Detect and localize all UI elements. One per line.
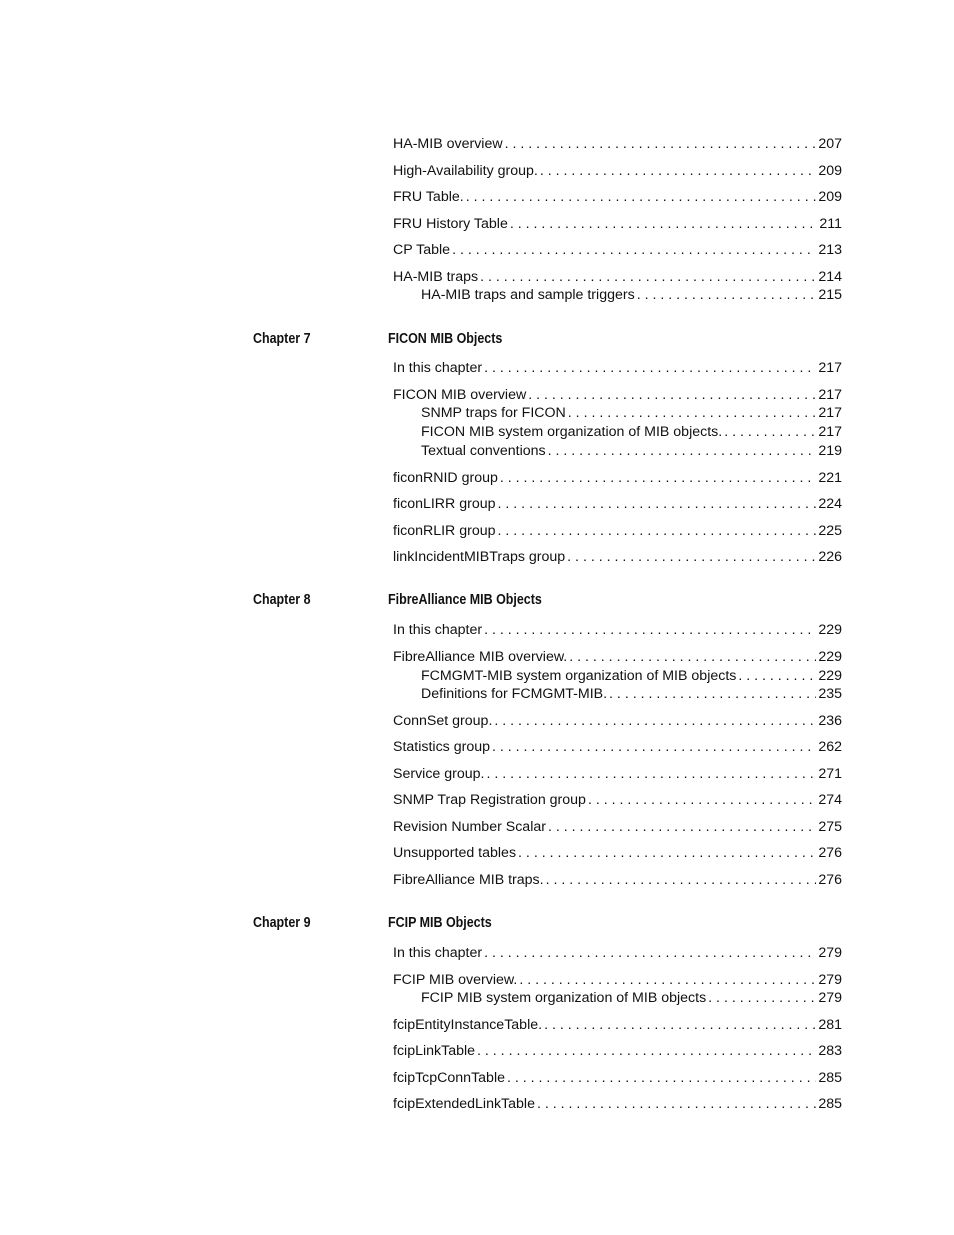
toc-entry-page: 215 bbox=[818, 287, 842, 303]
toc-entry-page: 262 bbox=[818, 739, 842, 755]
chapter-title[interactable]: FCIP MIB Objects bbox=[388, 915, 492, 931]
dot-leader bbox=[588, 791, 816, 809]
dot-leader bbox=[477, 1042, 816, 1060]
chapter-label: Chapter 9 bbox=[253, 915, 311, 931]
toc-entry[interactable] bbox=[393, 469, 842, 487]
dot-leader bbox=[518, 844, 816, 862]
toc-entry[interactable] bbox=[393, 944, 842, 962]
toc-entry-page: 217 bbox=[818, 360, 842, 376]
dot-leader bbox=[546, 871, 817, 889]
dot-leader bbox=[567, 548, 816, 566]
toc-entry-page: 217 bbox=[818, 405, 842, 421]
toc-subentry[interactable] bbox=[421, 286, 842, 304]
toc-entry-page: 229 bbox=[818, 649, 842, 665]
toc-entry-page: 209 bbox=[818, 189, 842, 205]
toc-entry-page: 224 bbox=[818, 496, 842, 512]
toc-entry[interactable] bbox=[393, 791, 842, 809]
dot-leader bbox=[466, 188, 817, 206]
toc-entry-page: 283 bbox=[818, 1043, 842, 1059]
dot-leader bbox=[708, 989, 816, 1007]
toc-entry-label: Revision Number Scalar bbox=[393, 819, 546, 835]
toc-entry-label: CP Table bbox=[393, 242, 451, 258]
dot-leader bbox=[452, 241, 816, 259]
toc-entry-page: 235 bbox=[818, 686, 842, 702]
dot-leader bbox=[568, 404, 817, 422]
toc-entry-page: 229 bbox=[818, 668, 842, 684]
toc-entry-page: 271 bbox=[818, 766, 842, 782]
toc-entry[interactable] bbox=[393, 1042, 842, 1060]
dot-leader bbox=[484, 359, 816, 377]
toc-entry[interactable] bbox=[393, 215, 842, 233]
toc-entry-page: 229 bbox=[818, 622, 842, 638]
toc-entry-label: HA-MIB overview bbox=[393, 136, 503, 152]
toc-entry-page: 281 bbox=[818, 1017, 842, 1033]
toc-entry-label: FibreAlliance MIB overview. bbox=[393, 649, 568, 665]
toc-entry-label: Definitions for FCMGMT-MIB. bbox=[421, 686, 608, 702]
toc-entry[interactable] bbox=[393, 765, 842, 783]
dot-leader bbox=[480, 268, 816, 286]
toc-entry-label: Statistics group bbox=[393, 739, 490, 755]
toc-entry[interactable] bbox=[393, 188, 842, 206]
toc-entry-page: 226 bbox=[818, 549, 842, 565]
dot-leader bbox=[494, 712, 816, 730]
dot-leader bbox=[724, 423, 816, 441]
toc-entry[interactable] bbox=[393, 712, 842, 730]
toc-entry-page: 225 bbox=[818, 523, 842, 539]
toc-entry-label: ConnSet group. bbox=[393, 713, 493, 729]
toc-entry[interactable] bbox=[393, 871, 842, 889]
dot-leader bbox=[569, 648, 816, 666]
toc-subentry[interactable] bbox=[421, 685, 842, 703]
dot-leader bbox=[637, 286, 817, 304]
toc-entry-page: 219 bbox=[818, 443, 842, 459]
toc-entry-page: 217 bbox=[818, 424, 842, 440]
toc-entry-label: fcipEntityInstanceTable. bbox=[393, 1017, 543, 1033]
toc-entry-label: FRU Table. bbox=[393, 189, 464, 205]
dot-leader bbox=[738, 667, 816, 685]
toc-entry-label: FCIP MIB system organization of MIB objects bbox=[421, 990, 707, 1006]
dot-leader bbox=[492, 738, 816, 756]
toc-entry-label: In this chapter bbox=[393, 360, 483, 376]
dot-leader bbox=[486, 765, 816, 783]
toc-subentry[interactable] bbox=[421, 423, 842, 441]
toc-subentry[interactable] bbox=[421, 667, 842, 685]
dot-leader bbox=[498, 522, 817, 540]
toc-entry-label: FCMGMT-MIB system organization of MIB objects bbox=[421, 668, 737, 684]
toc-entry[interactable] bbox=[393, 548, 842, 566]
dot-leader bbox=[519, 971, 816, 989]
toc-entry-label: In this chapter bbox=[393, 945, 483, 961]
toc-entry[interactable] bbox=[393, 818, 842, 836]
toc-entry-label: linkIncidentMIBTraps group bbox=[393, 549, 566, 565]
toc-entry-label: ficonRNID group bbox=[393, 470, 498, 486]
toc-entry[interactable] bbox=[393, 522, 842, 540]
dot-leader bbox=[510, 215, 818, 233]
toc-entry-label: fcipLinkTable bbox=[393, 1043, 476, 1059]
toc-entry[interactable] bbox=[393, 268, 842, 286]
toc-entry[interactable] bbox=[393, 844, 842, 862]
dot-leader bbox=[484, 944, 816, 962]
dot-leader bbox=[609, 685, 816, 703]
toc-entry-page: 213 bbox=[818, 242, 842, 258]
dot-leader bbox=[507, 1069, 816, 1087]
chapter-label: Chapter 7 bbox=[253, 331, 311, 347]
toc-entry-page: 285 bbox=[818, 1096, 842, 1112]
toc-entry-page: 276 bbox=[818, 872, 842, 888]
dot-leader bbox=[528, 386, 816, 404]
toc-entry-label: In this chapter bbox=[393, 622, 483, 638]
dot-leader bbox=[544, 1016, 816, 1034]
toc-entry-label: HA-MIB traps bbox=[393, 269, 479, 285]
dot-leader bbox=[548, 442, 817, 460]
toc-entry[interactable] bbox=[393, 621, 842, 639]
toc-entry-page: 274 bbox=[818, 792, 842, 808]
toc-entry-page: 276 bbox=[818, 845, 842, 861]
toc-entry-page: 285 bbox=[818, 1070, 842, 1086]
toc-entry[interactable] bbox=[393, 1016, 842, 1034]
toc-entry-page: 217 bbox=[818, 387, 842, 403]
toc-entry-label: FRU History Table bbox=[393, 216, 508, 232]
toc-entry-label: SNMP Trap Registration group bbox=[393, 792, 586, 808]
toc-entry-label: Unsupported tables bbox=[393, 845, 517, 861]
toc-entry-page: 279 bbox=[818, 990, 842, 1006]
chapter-label: Chapter 8 bbox=[253, 592, 311, 608]
toc-subentry[interactable] bbox=[421, 989, 842, 1007]
dot-leader bbox=[537, 1095, 816, 1113]
chapter-title[interactable]: FICON MIB Objects bbox=[388, 331, 503, 347]
toc-entry-page: 279 bbox=[818, 972, 842, 988]
toc-entry-page: 279 bbox=[818, 945, 842, 961]
toc-entry-label: High-Availability group. bbox=[393, 163, 538, 179]
toc-entry-label: FICON MIB system organization of MIB objects. bbox=[421, 424, 723, 440]
toc-entry-label: Textual conventions bbox=[421, 443, 546, 459]
chapter-title[interactable]: FibreAlliance MIB Objects bbox=[388, 592, 542, 608]
toc-entry-label: HA-MIB traps and sample triggers bbox=[421, 287, 635, 303]
toc-entry[interactable] bbox=[393, 648, 842, 666]
dot-leader bbox=[540, 162, 816, 180]
toc-entry-label: ficonLIRR group bbox=[393, 496, 496, 512]
toc-entry-label: FibreAlliance MIB traps. bbox=[393, 872, 544, 888]
dot-leader bbox=[548, 818, 816, 836]
toc-entry-page: 275 bbox=[818, 819, 842, 835]
toc-entry-page: 207 bbox=[818, 136, 842, 152]
toc-entry-label: Service group. bbox=[393, 766, 485, 782]
toc-entry[interactable] bbox=[393, 971, 842, 989]
toc-entry[interactable] bbox=[393, 241, 842, 259]
toc-subentry[interactable] bbox=[421, 404, 842, 422]
toc-entry-page: 209 bbox=[818, 163, 842, 179]
toc-entry[interactable] bbox=[393, 386, 842, 404]
toc-entry-page: 221 bbox=[818, 470, 842, 486]
toc-entry[interactable] bbox=[393, 1069, 842, 1087]
toc-entry[interactable] bbox=[393, 495, 842, 513]
toc-entry-page: 236 bbox=[818, 713, 842, 729]
toc-entry-page: 214 bbox=[818, 269, 842, 285]
toc-entry[interactable] bbox=[393, 359, 842, 377]
toc-entry[interactable] bbox=[393, 135, 842, 153]
toc-entry[interactable] bbox=[393, 162, 842, 180]
toc-entry-label: ficonRLIR group bbox=[393, 523, 496, 539]
dot-leader bbox=[500, 469, 816, 487]
toc-entry-label: SNMP traps for FICON bbox=[421, 405, 566, 421]
toc-entry[interactable] bbox=[393, 1095, 842, 1113]
toc-entry[interactable] bbox=[393, 738, 842, 756]
dot-leader bbox=[498, 495, 817, 513]
dot-leader bbox=[505, 135, 817, 153]
toc-entry-label: fcipTcpConnTable bbox=[393, 1070, 505, 1086]
toc-entry-label: FCIP MIB overview. bbox=[393, 972, 518, 988]
toc-entry-page: 211 bbox=[819, 216, 842, 232]
dot-leader bbox=[484, 621, 816, 639]
toc-entry-label: FICON MIB overview bbox=[393, 387, 527, 403]
toc-subentry[interactable] bbox=[421, 442, 842, 460]
toc-entry-label: fcipExtendedLinkTable bbox=[393, 1096, 535, 1112]
